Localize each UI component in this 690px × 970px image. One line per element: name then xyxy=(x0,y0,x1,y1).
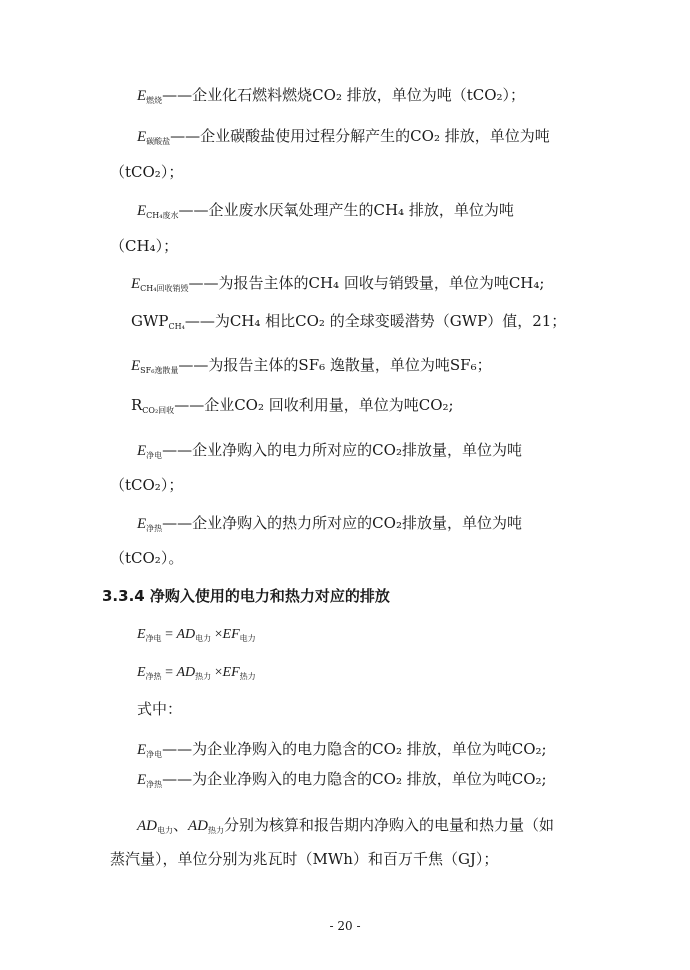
symbol: E xyxy=(131,358,141,374)
definition-text: ——企业CO₂ 回收利用量，单位为吨CO₂; xyxy=(174,396,454,414)
eq-lhs-sub: 净电 xyxy=(145,634,162,643)
eq-lhs-sub: 净热 xyxy=(145,672,162,681)
times-sign: × xyxy=(214,627,223,642)
definition-line xyxy=(137,739,547,765)
page-number: - 20 - xyxy=(329,919,361,933)
symbol: E xyxy=(137,129,147,145)
definition-text: ——企业碳酸盐使用过程分解产生的CO₂ 排放，单位为吨 xyxy=(170,127,550,145)
eq-b: EF xyxy=(222,627,240,642)
symbol: E xyxy=(131,276,141,292)
definition-line xyxy=(137,85,525,111)
subscript: 碳酸盐 xyxy=(146,137,171,146)
subscript: 热力 xyxy=(208,826,225,835)
definition-line xyxy=(131,273,544,299)
symbol: GWP xyxy=(131,312,169,330)
definition-text: ——企业废水厌氧处理产生的CH₄ 排放，单位为吨 xyxy=(178,201,514,219)
definition-line xyxy=(137,513,522,539)
definition-line xyxy=(137,769,547,795)
definition-text: ——为报告主体的SF₆ 逸散量，单位为吨SF₆； xyxy=(178,356,492,374)
definition-line xyxy=(137,200,514,226)
subscript: 净热 xyxy=(146,524,163,533)
equals-sign: = xyxy=(165,627,173,642)
equals-sign: = xyxy=(165,665,173,680)
times-sign: × xyxy=(214,665,223,680)
symbol: R xyxy=(131,396,143,414)
subscript: 净电 xyxy=(146,451,163,460)
definition-text: ——为报告主体的CH₄ 回收与销毁量，单位为吨CH₄; xyxy=(188,274,545,292)
eq-a-sub: 热力 xyxy=(195,672,212,681)
definition-line xyxy=(131,355,492,381)
subscript: 净电 xyxy=(146,750,163,759)
eq-a: AD xyxy=(176,627,196,642)
subscript: CH₄废水 xyxy=(146,211,179,220)
definition-text: ——为企业净购入的电力隐含的CO₂ 排放，单位为吨CO₂; xyxy=(162,740,547,758)
symbol: E xyxy=(137,772,147,788)
paragraph-line xyxy=(137,815,554,841)
eq-b-sub: 热力 xyxy=(239,672,256,681)
equation xyxy=(137,625,256,649)
equation xyxy=(137,663,256,687)
definition-line xyxy=(131,395,454,421)
section-heading: 3.3.4 净购入使用的电力和热力对应的排放 xyxy=(102,587,390,605)
separator: 、 xyxy=(173,816,189,834)
subscript: 燃烧 xyxy=(146,96,163,105)
eq-lhs: E xyxy=(137,627,146,642)
subscript: CH₄回收销毁 xyxy=(140,284,189,293)
definition-text: ——企业净购入的电力所对应的CO₂排放量，单位为吨 xyxy=(162,441,522,459)
symbol: E xyxy=(137,443,147,459)
symbol: E xyxy=(137,203,147,219)
where-label: 式中： xyxy=(137,700,183,718)
symbol: E xyxy=(137,742,147,758)
eq-a-sub: 电力 xyxy=(195,634,212,643)
definition-text: ——企业净购入的热力所对应的CO₂排放量，单位为吨 xyxy=(162,514,522,532)
eq-b: EF xyxy=(222,665,240,680)
subscript: CH₄ xyxy=(168,322,185,331)
definition-line xyxy=(137,126,550,152)
paragraph-line: 蒸汽量），单位分别为兆瓦时（MWh）和百万千焦（GJ）； xyxy=(110,850,499,868)
continuation-line: （tCO₂）。 xyxy=(110,549,184,567)
symbol: AD xyxy=(137,818,157,834)
continuation-line: （tCO₂）； xyxy=(110,163,184,181)
eq-lhs: E xyxy=(137,665,146,680)
symbol: AD xyxy=(188,818,209,834)
definition-line xyxy=(131,311,566,337)
definition-text: ——为CH₄ 相比CO₂ 的全球变暖潜势（GWP）值，21； xyxy=(184,312,567,330)
subscript: 净热 xyxy=(146,780,163,789)
symbol: E xyxy=(137,88,147,104)
paragraph-text: 分别为核算和报告期内净购入的电量和热力量（如 xyxy=(224,816,555,834)
definition-text: ——为企业净购入的电力隐含的CO₂ 排放，单位为吨CO₂; xyxy=(162,770,547,788)
definition-line xyxy=(137,440,522,466)
definition-text: ——企业化石燃料燃烧CO₂ 排放，单位为吨（tCO₂）； xyxy=(162,86,526,104)
symbol: E xyxy=(137,516,147,532)
subscript: 电力 xyxy=(157,826,173,835)
continuation-line: （tCO₂）； xyxy=(110,476,184,494)
subscript: CO₂回收 xyxy=(142,406,175,415)
continuation-line: （CH₄）； xyxy=(110,237,179,255)
eq-b-sub: 电力 xyxy=(239,634,256,643)
subscript: SF₆逸散量 xyxy=(140,366,179,375)
eq-a: AD xyxy=(176,665,196,680)
